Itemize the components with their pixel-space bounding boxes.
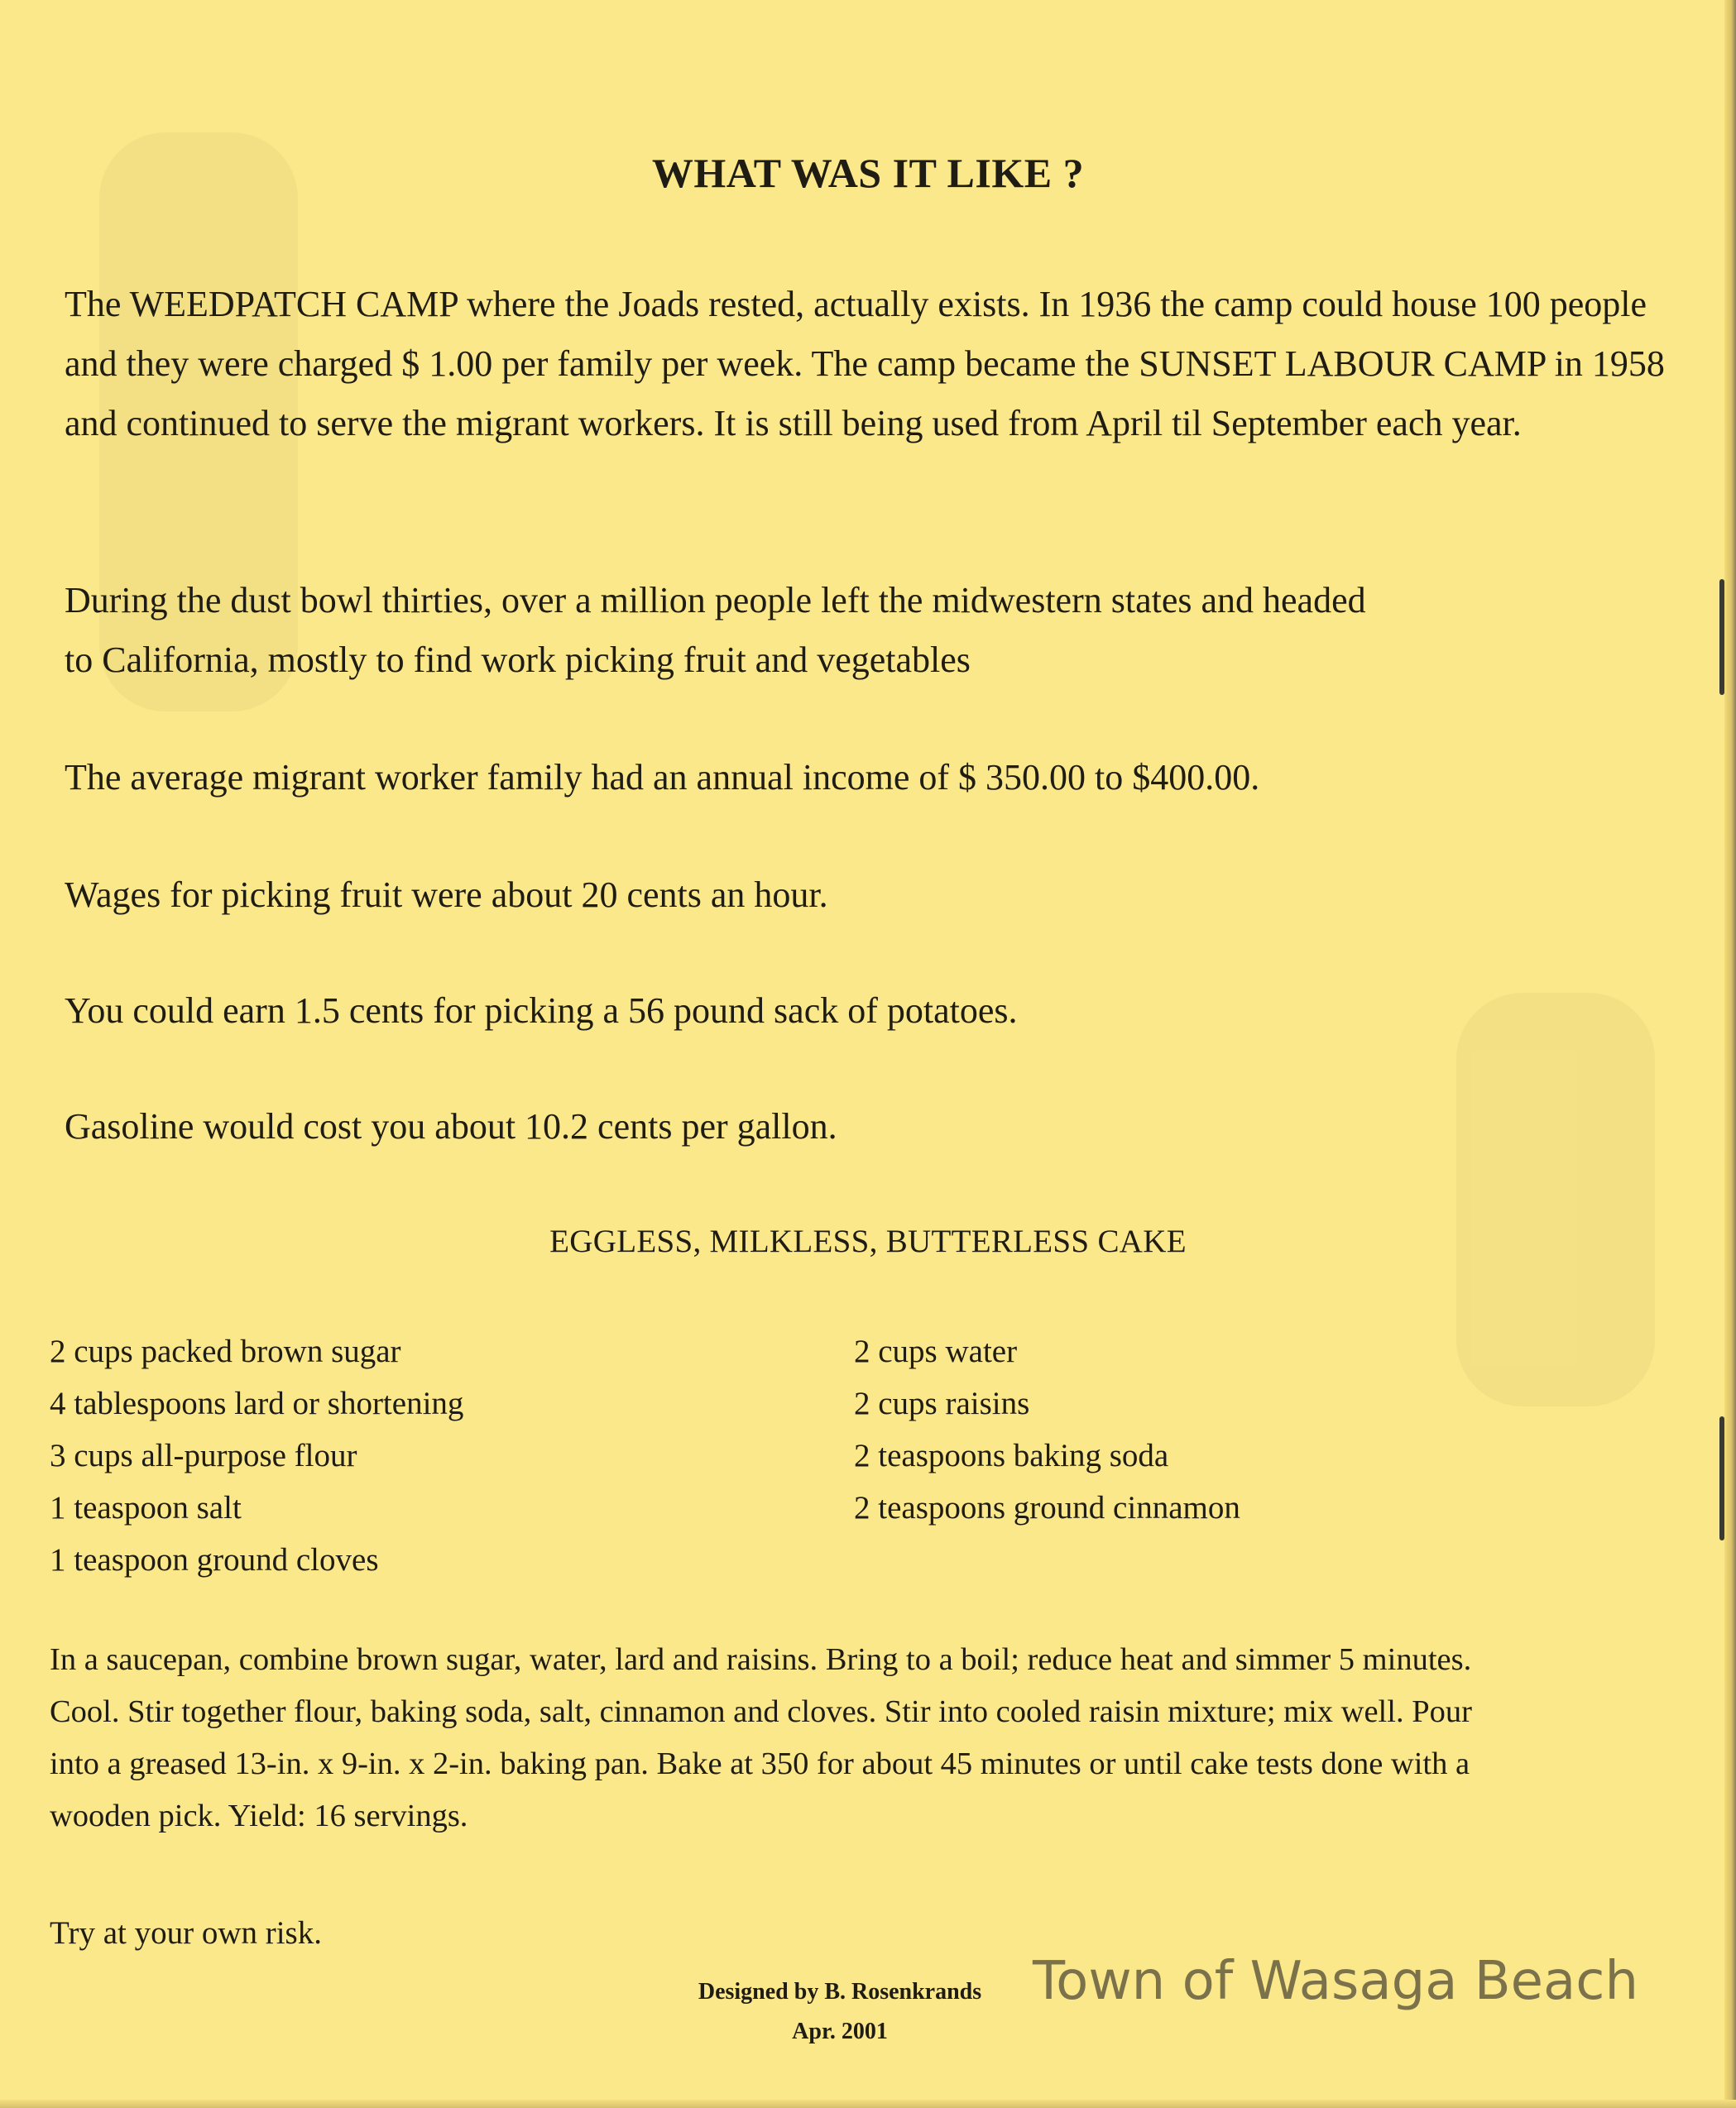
ingredient: 2 cups raisins xyxy=(854,1386,1030,1421)
fact-line: Wages for picking fruit were about 20 cents an hour. xyxy=(65,874,828,915)
recipe-method: In a saucepan, combine brown sugar, water, lard and raisins. Bring to a boil; reduce heat and simmer 5 minutes. Cool. Stir together flour, baking soda, salt, cinnamon and cloves. Stir into cooled raisin mixture; mix well. Pour into a greased 13-in. x 9-in. x 2-in. baking pan. Bake at 350 for about 45 minutes or until cake tests done with a wooden pick. Yield: 16 servings. xyxy=(50,1642,1472,1833)
staple xyxy=(1719,579,1724,695)
fact-line: The average migrant worker family had an annual income of $ 350.00 to $400.00. xyxy=(65,757,1260,798)
ingredients-left xyxy=(50,1325,463,1586)
intro-text: The WEEDPATCH CAMP where the Joads rested, actually exists. In 1936 the camp could house 100 people and they were charged $ 1.00 per family per week. The camp became the SUNSET LABOUR CAMP in 1958 and continued to serve the migrant workers. It is still being used from April til September each year. xyxy=(65,284,1665,443)
ingredients-right xyxy=(854,1325,1240,1534)
ingredient: 2 cups packed brown sugar xyxy=(50,1334,401,1369)
designer-credit: Designed by B. Rosenkrands xyxy=(698,1979,982,2005)
fact-line: to California, mostly to find work picking fruit and vegetables xyxy=(65,640,971,680)
ingredient: 1 teaspoon salt xyxy=(50,1490,242,1526)
credit-date: Apr. 2001 xyxy=(792,2019,888,2044)
credit-block xyxy=(633,1972,1047,2052)
fact-line: You could earn 1.5 cents for picking a 56 pound sack of potatoes. xyxy=(65,990,1018,1031)
watermark: Town of Wasaga Beach xyxy=(1032,1951,1638,2012)
page-edge xyxy=(1724,0,1736,2108)
recipe-title: EGGLESS, MILKLESS, BUTTERLESS CAKE xyxy=(549,1224,1187,1259)
ingredient: 3 cups all-purpose flour xyxy=(50,1438,357,1473)
staple xyxy=(1719,1416,1724,1540)
recipe-note: Try at your own risk. xyxy=(50,1915,322,1951)
page-title: WHAT WAS IT LIKE ? xyxy=(651,150,1085,196)
page-edge xyxy=(0,2100,1736,2108)
ingredient: 1 teaspoon ground cloves xyxy=(50,1542,379,1578)
fact-line: During the dust bowl thirties, over a million people left the midwestern states and headed xyxy=(65,580,1366,620)
ingredient: 4 tablespoons lard or shortening xyxy=(50,1386,464,1421)
ingredient: 2 teaspoons baking soda xyxy=(854,1438,1169,1473)
show-through-shape xyxy=(1456,993,1655,1406)
fact-line: Gasoline would cost you about 10.2 cents per gallon. xyxy=(65,1106,837,1147)
ingredient: 2 cups water xyxy=(854,1334,1018,1369)
intro-paragraph xyxy=(65,275,1678,453)
ingredient: 2 teaspoons ground cinnamon xyxy=(854,1490,1240,1526)
